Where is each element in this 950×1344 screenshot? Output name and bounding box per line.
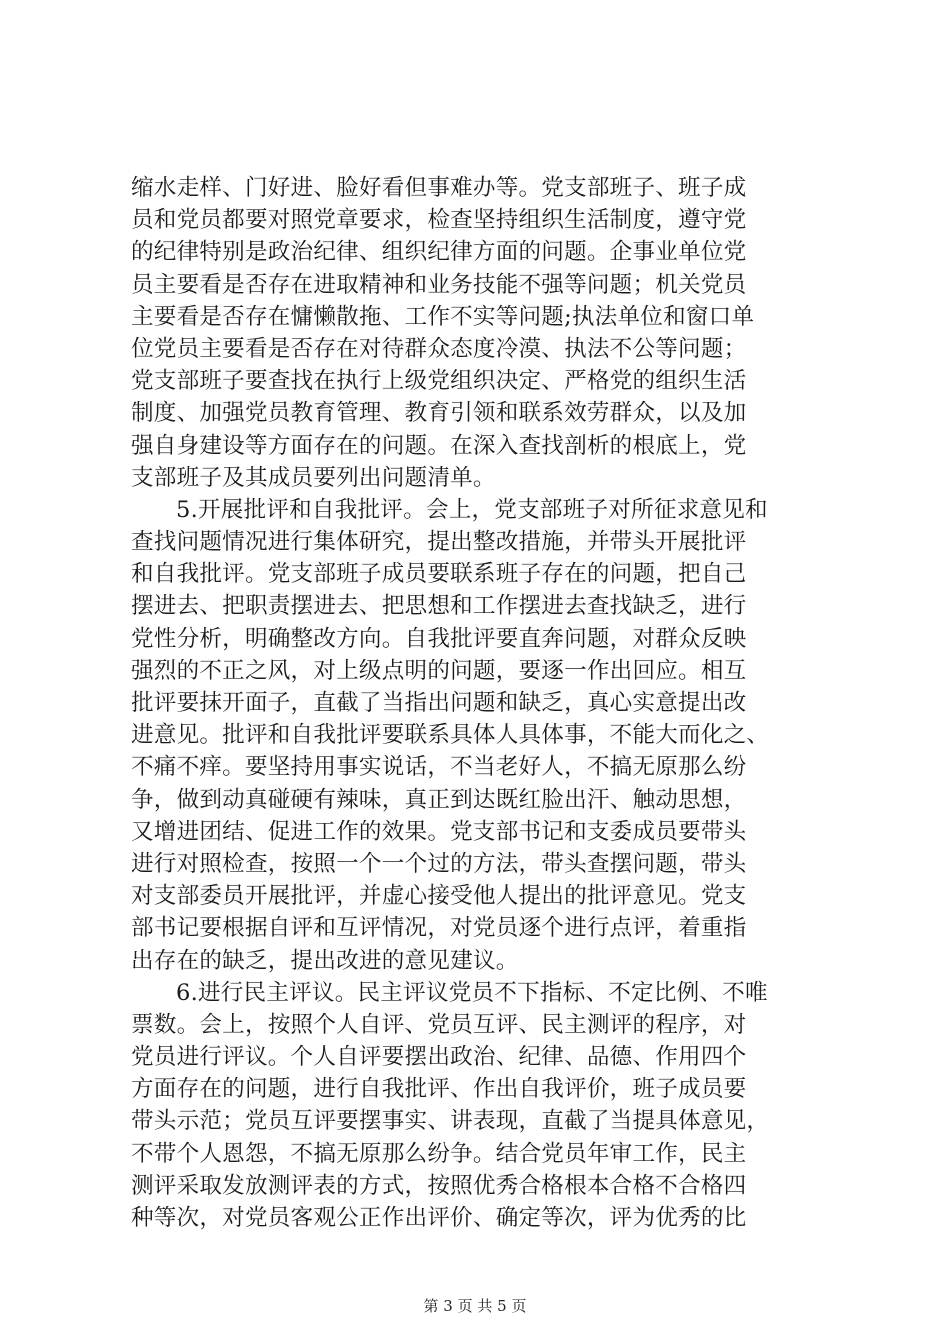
text-line: 党支部班子要查找在执行上级党组织决定、严格党的组织生活 — [131, 368, 747, 395]
text-line: 种等次，对党员客观公正作出评价、确定等次，评为优秀的比 — [131, 1205, 747, 1231]
text-line: 争，做到动真碰硬有辣味，真正到达既红脸出汗、触动思想， — [131, 786, 747, 813]
text-line: 支部班子及其成员要列出问题清单。 — [131, 464, 496, 491]
text-line: 查找问题情况进行集体研究，提出整改措施，并带头开展批评 — [131, 529, 747, 556]
text-line: 带头示范；党员互评要摆事实、讲表现，直截了当提具体意见， — [131, 1108, 770, 1135]
text-line: 强烈的不正之风，对上级点明的问题，要逐一作出回应。相互 — [131, 657, 747, 684]
text-line: 进行对照检查，按照一个一个过的方法，带头查摆问题，带头 — [131, 850, 747, 877]
body-text — [131, 172, 821, 1234]
text-line: 位党员主要看是否存在对待群众态度冷漠、执法不公等问题； — [131, 335, 747, 362]
text-line: 强自身建设等方面存在的问题。在深入查找剖析的根底上，党 — [131, 432, 747, 459]
text-line: 对支部委员开展批评，并虚心接受他人提出的批评意见。党支 — [131, 883, 747, 910]
text-line: 出存在的缺乏，提出改进的意见建议。 — [131, 947, 519, 974]
text-line: 党性分析，明确整改方向。自我批评要直奔问题，对群众反映 — [131, 625, 747, 652]
text-line: 不带个人恩怨，不搞无原那么纷争。结合党员年审工作，民主 — [131, 1140, 747, 1167]
text-line: 测评采取发放测评表的方式，按照优秀合格根本合格不合格四 — [131, 1172, 747, 1199]
text-line: 主要看是否存在慵懒散拖、工作不实等问题;执法单位和窗口单 — [131, 303, 755, 330]
text-line: 进意见。批评和自我批评要联系具体人具体事，不能大而化之、 — [131, 722, 770, 749]
text-line: 6.进行民主评议。民主评议党员不下指标、不定比例、不唯 — [176, 979, 768, 1006]
text-line: 和自我批评。党支部班子成员要联系班子存在的问题，把自己 — [131, 561, 747, 588]
text-line: 的纪律特别是政治纪律、组织纪律方面的问题。企事业单位党 — [131, 239, 747, 266]
page-footer: 第 3 页 共 5 页 — [423, 1297, 527, 1315]
text-line: 缩水走样、门好进、脸好看但事难办等。党支部班子、班子成 — [131, 175, 747, 201]
text-line: 5.开展批评和自我批评。会上，党支部班子对所征求意见和 — [176, 496, 768, 523]
text-line: 摆进去、把职责摆进去、把思想和工作摆进去查找缺乏，进行 — [131, 593, 747, 620]
text-line: 制度、加强党员教育管理、教育引领和联系效劳群众，以及加 — [131, 400, 747, 427]
text-line: 方面存在的问题，进行自我批评、作出自我评价，班子成员要 — [131, 1076, 747, 1103]
text-line: 党员进行评议。个人自评要摆出政治、纪律、品德、作用四个 — [131, 1044, 747, 1071]
text-line: 又增进团结、促进工作的效果。党支部书记和支委成员要带头 — [131, 818, 747, 845]
text-line: 批评要抹开面子，直截了当指出问题和缺乏，真心实意提出改 — [131, 690, 747, 716]
text-line: 员主要看是否存在进取精神和业务技能不强等问题；机关党员 — [131, 271, 747, 298]
text-line: 不痛不痒。要坚持用事实说话，不当老好人，不搞无原那么纷 — [131, 754, 747, 781]
text-line: 票数。会上，按照个人自评、党员互评、民主测评的程序，对 — [131, 1011, 747, 1038]
text-line: 部书记要根据自评和互评情况，对党员逐个进行点评，着重指 — [131, 915, 747, 942]
text-line: 员和党员都要对照党章要求，检查坚持组织生活制度，遵守党 — [131, 207, 747, 234]
